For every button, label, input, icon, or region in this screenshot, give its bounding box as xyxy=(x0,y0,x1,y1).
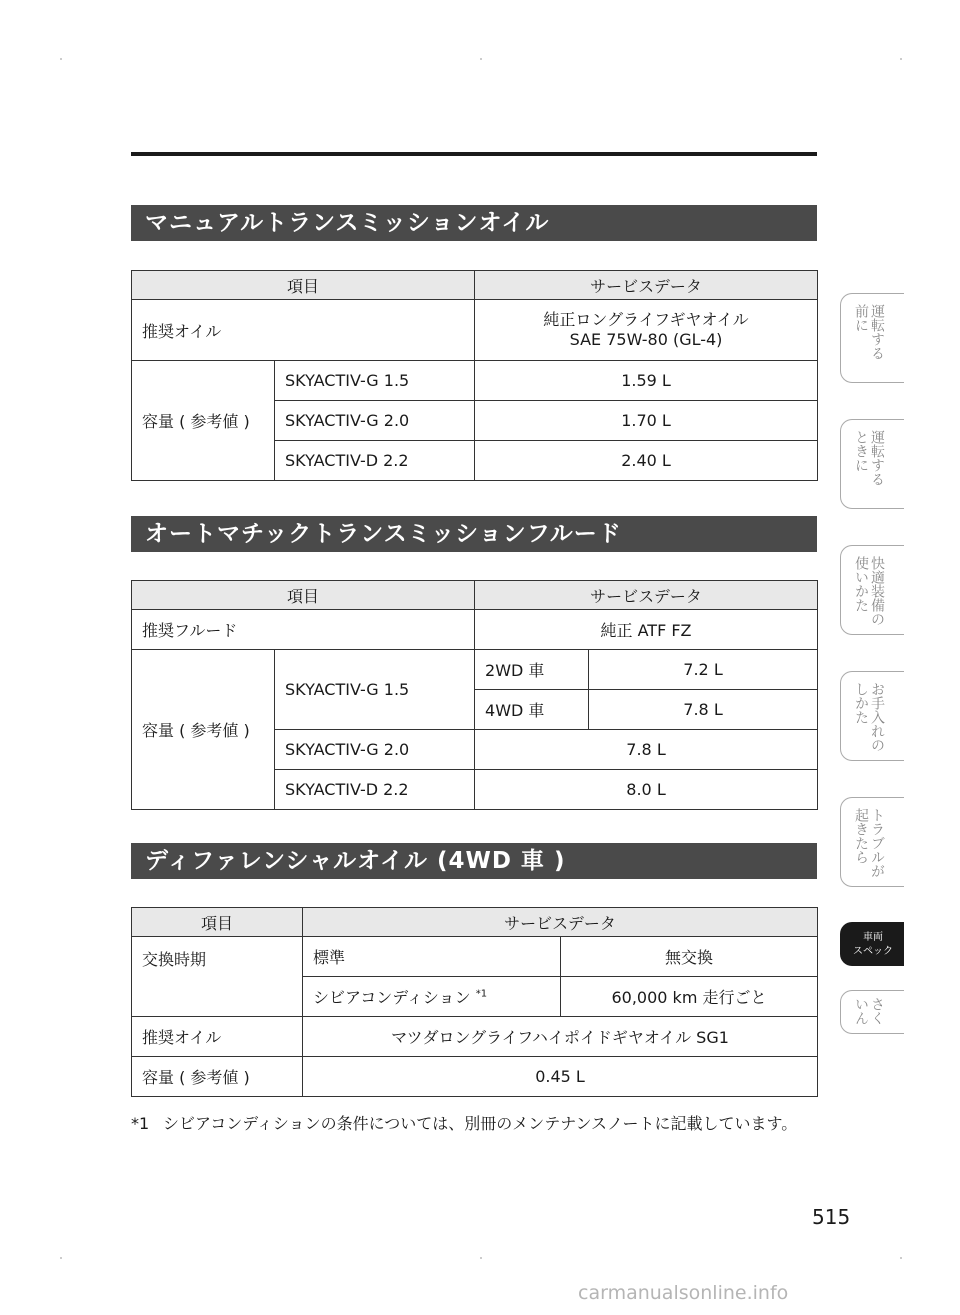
side-tab-index[interactable] xyxy=(840,990,904,1034)
table-row xyxy=(132,1057,818,1097)
tab-label: いん xyxy=(853,997,869,1025)
severe-label xyxy=(303,977,561,1017)
section-title-diff: ディファレンシャルオイル (4WD 車 ) xyxy=(131,843,817,879)
severe-text: シビアコンディション xyxy=(313,988,471,1007)
value-cell: 2.40 L xyxy=(475,441,818,481)
tab-label: さく xyxy=(869,997,885,1025)
tab-label: お手入れの xyxy=(869,682,885,752)
footnote xyxy=(131,1113,821,1135)
header-service-data: サービスデータ xyxy=(475,271,818,300)
side-tab-maintenance[interactable] xyxy=(840,671,904,761)
drive-cell: 2WD 車 xyxy=(475,650,589,690)
crop-mark xyxy=(60,58,62,60)
header-item: 項目 xyxy=(132,581,475,610)
engine-cell: SKYACTIV-G 1.5 xyxy=(275,361,475,401)
capacity-label: 容量 ( 参考値 ) xyxy=(132,1057,303,1097)
tab-label: 車両 xyxy=(863,932,883,943)
at-table xyxy=(131,580,818,810)
table-row xyxy=(132,1017,818,1057)
engine-cell: SKYACTIV-G 1.5 xyxy=(275,650,475,730)
table-header-row xyxy=(132,581,818,610)
capacity-label: 容量 ( 参考値 ) xyxy=(132,650,275,810)
tab-label: 運転する xyxy=(869,304,885,360)
tab-label: 前に xyxy=(853,304,869,332)
tab-label: 運転する xyxy=(869,430,885,486)
engine-cell: SKYACTIV-D 2.2 xyxy=(275,441,475,481)
fluid-label: 推奨フルード xyxy=(132,610,475,650)
mt-table xyxy=(131,270,818,481)
table-row xyxy=(132,650,818,690)
drive-cell: 4WD 車 xyxy=(475,690,589,730)
tab-label: スペック xyxy=(853,946,893,957)
footnote-ref: *1 xyxy=(475,988,488,1000)
value-cell: 7.8 L xyxy=(475,730,818,770)
header-service-data: サービスデータ xyxy=(475,581,818,610)
severe-value: 60,000 km 走行ごと xyxy=(561,977,818,1017)
oil-value-line1: 純正ロングライフギヤオイル xyxy=(543,310,749,329)
oil-value-line2: SAE 75W-80 (GL-4) xyxy=(569,330,723,349)
crop-mark xyxy=(480,1257,482,1259)
side-tab-comfort-features[interactable] xyxy=(840,545,904,635)
tab-label: しかた xyxy=(853,682,869,724)
top-rule xyxy=(131,152,817,156)
table-row xyxy=(132,610,818,650)
side-tab-troubles[interactable] xyxy=(840,797,904,887)
crop-mark xyxy=(900,1257,902,1259)
engine-cell: SKYACTIV-D 2.2 xyxy=(275,770,475,810)
header-item: 項目 xyxy=(132,271,475,300)
value-cell: 1.59 L xyxy=(475,361,818,401)
oil-value xyxy=(475,300,818,361)
oil-value: マツダロングライフハイポイドギヤオイル SG1 xyxy=(303,1017,818,1057)
page-number: 515 xyxy=(812,1205,851,1229)
watermark: carmanualsonline.info xyxy=(578,1282,789,1304)
table-header-row xyxy=(132,271,818,300)
capacity-label: 容量 ( 参考値 ) xyxy=(132,361,275,481)
crop-mark xyxy=(480,58,482,60)
side-tab-while-driving[interactable] xyxy=(840,419,904,509)
side-tab-vehicle-specs[interactable] xyxy=(840,922,904,966)
value-cell: 1.70 L xyxy=(475,401,818,441)
crop-mark xyxy=(60,1257,62,1259)
crop-mark xyxy=(900,58,902,60)
side-tab-before-driving[interactable] xyxy=(840,293,904,383)
fluid-value: 純正 ATF FZ xyxy=(475,610,818,650)
value-cell: 8.0 L xyxy=(475,770,818,810)
table-row xyxy=(132,937,818,977)
value-cell: 7.2 L xyxy=(589,650,818,690)
oil-label: 推奨オイル xyxy=(132,1017,303,1057)
oil-label: 推奨オイル xyxy=(132,300,475,361)
capacity-value: 0.45 L xyxy=(303,1057,818,1097)
standard-value: 無交換 xyxy=(561,937,818,977)
table-row xyxy=(132,300,818,361)
table-header-row xyxy=(132,908,818,937)
tab-label: 快適装備の xyxy=(869,556,885,626)
tab-label: トラブルが xyxy=(869,808,885,878)
tab-label: 使いかた xyxy=(853,556,869,612)
engine-cell: SKYACTIV-G 2.0 xyxy=(275,401,475,441)
section-title-mt: マニュアルトランスミッションオイル xyxy=(131,205,817,241)
tab-label: ときに xyxy=(853,430,869,472)
footnote-text: シビアコンディションの条件については、別冊のメンテナンスノートに記載しています。 xyxy=(163,1114,798,1133)
interval-label: 交換時期 xyxy=(132,937,303,1017)
section-title-at: オートマチックトランスミッションフルード xyxy=(131,516,817,552)
header-item: 項目 xyxy=(132,908,303,937)
standard-label: 標準 xyxy=(303,937,561,977)
footnote-mark: *1 xyxy=(131,1114,150,1133)
header-service-data: サービスデータ xyxy=(303,908,818,937)
engine-cell: SKYACTIV-G 2.0 xyxy=(275,730,475,770)
tab-label: 起きたら xyxy=(853,808,869,864)
diff-table xyxy=(131,907,818,1097)
value-cell: 7.8 L xyxy=(589,690,818,730)
table-row xyxy=(132,361,818,401)
